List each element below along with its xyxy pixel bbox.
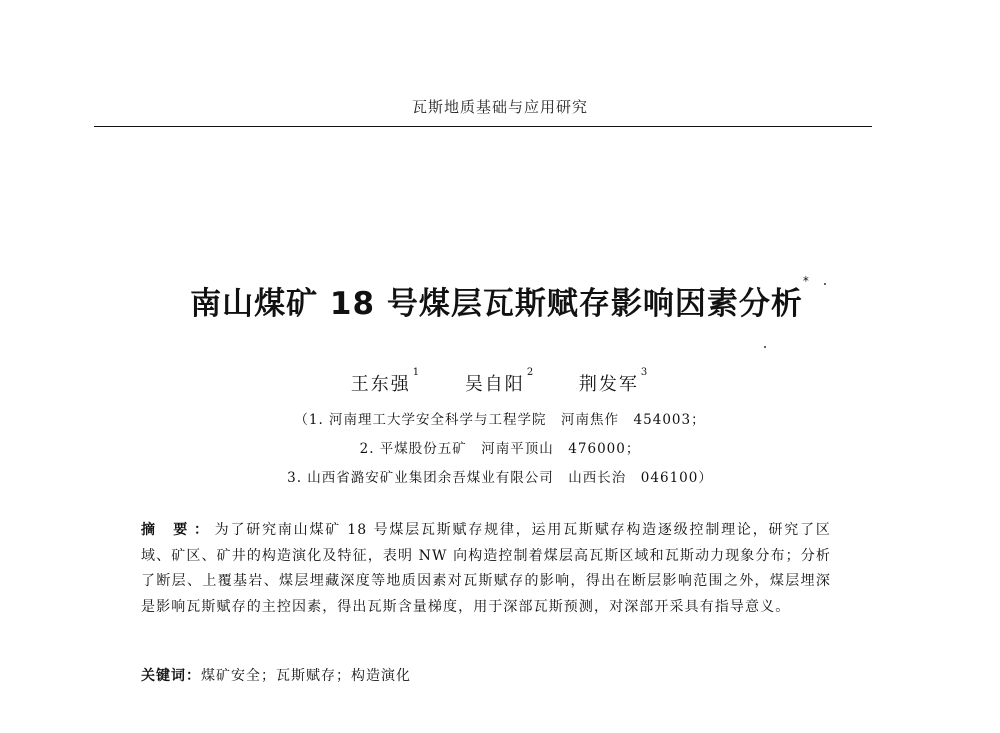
author-name: 王东强: [350, 374, 411, 395]
author-list: [0, 367, 1000, 396]
abstract: [141, 518, 831, 620]
scan-speck: [824, 283, 826, 285]
title-text: 南山煤矿 18 号煤层瓦斯赋存影响因素分析: [190, 286, 803, 322]
affiliation-3: 3. 山西省潞安矿业集团余吾煤业有限公司 山西长治 046100）: [287, 470, 713, 486]
running-title: 瓦斯地质基础与应用研究: [411, 98, 588, 116]
title-footnote-mark: *: [802, 274, 810, 288]
keywords: [141, 665, 831, 685]
keywords-text: 煤矿安全；瓦斯赋存；构造演化: [201, 668, 411, 684]
running-header: [0, 96, 1000, 117]
author: [464, 367, 536, 395]
scan-speck: [764, 346, 766, 348]
author-name: 吴自阳: [464, 374, 525, 395]
author-name: 荆发军: [578, 374, 639, 395]
author-affiliation-mark: 2: [526, 367, 536, 378]
author-affiliation-mark: 1: [412, 367, 422, 378]
abstract-label: 摘 要：: [141, 522, 215, 538]
author: [578, 367, 650, 395]
header-rule: [94, 126, 872, 127]
affiliation-1: （1. 河南理工大学安全科学与工程学院 河南焦作 454003；: [294, 412, 706, 428]
author: [350, 367, 422, 395]
abstract-text: 为了研究南山煤矿 18 号煤层瓦斯赋存规律，运用瓦斯赋存构造逐级控制理论，研究了区域、矿区、矿井的构造演化及特征，表明 NW 向构造控制着煤层高瓦斯区域和瓦斯动力现象分布；分析了断层、上覆基岩、煤层埋藏深度等地质因素对瓦斯赋存的影响，得出在断层影响范围之外，煤层埋深是影响瓦斯赋存的主控因素，得出瓦斯含量梯度，用于深部瓦斯预测，对深部开采具有指导意义。: [141, 522, 832, 615]
keywords-label: 关键词：: [141, 668, 201, 684]
author-affiliation-mark: 3: [640, 367, 650, 378]
paper-title: [0, 274, 1000, 323]
affiliation-2: 2. 平煤股份五矿 河南平顶山 476000；: [359, 441, 641, 457]
